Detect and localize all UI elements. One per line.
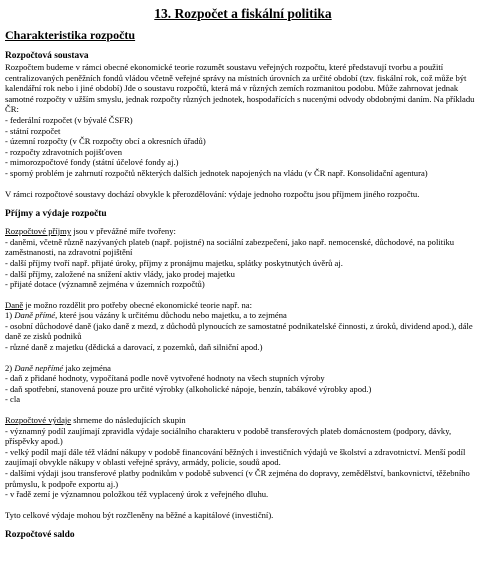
list-item: - státní rozpočet <box>5 125 61 136</box>
list-dane-neprime <box>5 373 481 405</box>
paragraph-dane-neprime: 2) Daně nepřímé jako zejména <box>5 362 111 373</box>
subheading-rozpoctova-soustava: Rozpočtová soustava <box>5 51 89 61</box>
section-title: Charakteristika rozpočtu <box>5 28 136 42</box>
list-prijmy <box>5 237 481 290</box>
list-item: - sporný problém je zahrnutí rozpočtů některých dalších jednotek napojených na vládu (v ČR např. Konsolidační agentura) <box>5 167 428 178</box>
list-item: - daň spotřební, stanovená pouze pro určité výrobky (alkoholické nápoje, benzín, tabákové výrobky apod.) <box>5 383 372 394</box>
list-item: - další příjmy, založené na snížení aktiv vlády, jako prodej majetku <box>5 268 235 279</box>
list-item: - v řadě zemí je významnou položkou též vyplacený úrok z veřejného dluhu. <box>5 489 269 500</box>
paragraph-soustava: Rozpočtem budeme v rámci obecné ekonomické teorie rozumět soustavu veřejných rozpočtu, které představují tvorbu a použití centralizovaných peněžních fondů vládou včetně veřejné správy na místních úrovních za určité období (tzv. fiskální rok, což může být kalendářní rok nebo i jiné období) Jde o soustavu rozpočtů, která má v různých zemích rozmanitou podobu. Může zahrnovat jednak samotné rozpočty v užším smyslu, jednak rozpočty různých jednotek, hospodařících s nucenými odvody obdobnými daním. Na příkladu ČR: <box>5 62 475 115</box>
underlined-term: Daně <box>5 299 24 310</box>
list-item: - přijaté dotace (významně zejména v územních rozpočtů) <box>5 279 205 290</box>
paragraph-prerozdelovani: V rámci rozpočtové soustavy dochází obvykle k přerozdělování: výdaje jednoho rozpočtu jsou příjmem jiného rozpočtu. <box>5 188 420 199</box>
paragraph-vydaje-intro: Rozpočtové výdaje shrneme do následujících skupin <box>5 415 186 426</box>
subheading-prijmy-vydaje: Příjmy a výdaje rozpočtu <box>5 209 107 220</box>
underlined-term: Rozpočtové příjmy <box>5 226 72 237</box>
list-item: - osobní důchodové daně (jako daně z mezd, z důchodů plynoucích ze samostatné podnikatelské činnosti, z úroků, dividend apod.), dále daně ze zisků podniků <box>5 320 473 342</box>
paragraph-dane-intro: Daně je možno rozdělit pro potřeby obecné ekonomické teorie např. na: <box>5 299 252 310</box>
list-item: - daněmi, včetně různě nazývaných plateb (např. pojistné) na sociální zabezpečení, jako např. nemocenské, důchodové, na politiku zaměstnanosti, na zdravotní pojištění <box>5 236 455 258</box>
list-item: - dalšími výdaji jsou transferové platby podnikům v podobě subvencí (v ČR zejména do dopravy, zemědělství, bankovnictví, těžebního průmyslu, k podpoře exportu aj.) <box>5 468 470 489</box>
paragraph-vydaje-note: Tyto celkové výdaje mohou být rozčleněny na běžné a kapitálové (investiční). <box>5 509 274 520</box>
list-item: - různé daně z majetku (dědická a darovací, z pozemků, daň silniční apod.) <box>5 342 263 353</box>
list-soustava <box>5 115 481 179</box>
list-item: - územní rozpočty (v ČR rozpočty obcí a okresních úřadů) <box>5 136 206 147</box>
underlined-term: Rozpočtové výdaje <box>5 415 72 426</box>
list-vydaje <box>5 426 481 500</box>
list-dane-prime <box>5 321 481 353</box>
italic-term: Daně přímé <box>14 310 56 321</box>
paragraph-prijmy-intro: Rozpočtové příjmy jsou v převážné míře tvořeny: <box>5 226 176 237</box>
list-item: - významný podíl zaujímají zpravidla výdaje sociálního charakteru v podobě transferových plateb domácnostem (podpory, dávky, příspěvky apod.) <box>5 425 452 447</box>
page-title: 13. Rozpočet a fiskální politika <box>154 6 332 21</box>
list-item: - rozpočty zdravotních pojišťoven <box>5 146 123 157</box>
list-item: - federální rozpočet (v bývalé ČSFR) <box>5 114 133 125</box>
list-item: - daň z přidané hodnoty, vypočítaná podle nově vytvořené hodnoty na všech stupních výroby <box>5 373 325 384</box>
subheading-rozpoctove-saldo: Rozpočtové saldo <box>5 530 75 541</box>
paragraph-dane-prime: 1) Daně přímé, které jsou vázány k určitému důchodu nebo majetku, a to zejména <box>5 310 287 321</box>
italic-term: Daně nepřímé <box>14 362 64 373</box>
list-item: - velký podíl mají dále též vládní nákupy v podobě financování běžných i investičních výdajů ve školství a zdravotnictví. Menší podíl zaujímají obvykle nákupy v oblasti veřejné správy, armády, policie, soudů apod. <box>5 446 466 468</box>
list-item: - další příjmy tvoří např. přijaté úroky, příjmy z pronájmu majetku, splátky poskytnutých úvěrů aj. <box>5 257 343 268</box>
list-item: - cla <box>5 394 21 405</box>
list-item: - mimorozpočtové fondy (státní účelové fondy aj.) <box>5 157 179 168</box>
